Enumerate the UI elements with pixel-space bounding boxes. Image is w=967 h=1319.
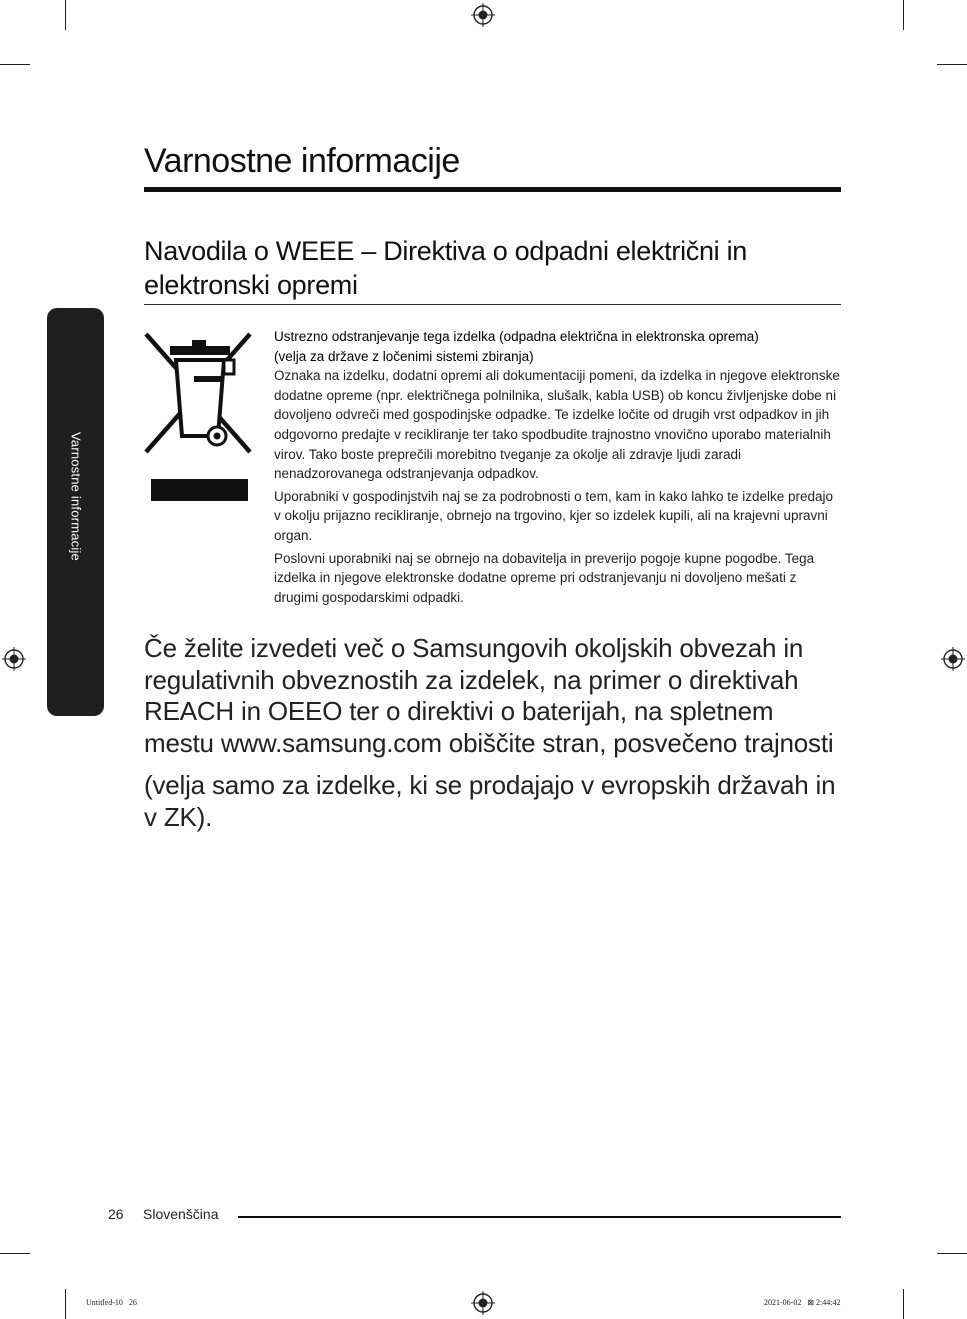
- weee-text-block: [274, 327, 840, 607]
- crop-mark: [937, 1253, 967, 1254]
- crop-mark: [903, 1289, 904, 1319]
- print-slug-left: Untitled-10 26: [86, 1298, 137, 1307]
- crop-mark: [0, 1253, 30, 1254]
- crop-mark: [903, 0, 904, 30]
- crop-mark: [65, 1289, 66, 1319]
- page-number: 26: [108, 1206, 124, 1222]
- crop-mark: [937, 64, 967, 65]
- section-rule: [144, 304, 841, 305]
- weee-paragraph: Oznaka na izdelku, dodatni opremi ali dokumentaciji pomeni, da izdelka in njegove elektronske dodatne opreme (npr. električnega polnilnika, slušalk, kabla USB) ob koncu življenjske dobe ni dovoljeno odvreči med gospodinjske odpadke. Te izdelke ločite od drugih vrst odpadkov in jih odgovorno predajte v recikliranje ter tako spodbudite trajnostno vnovično uporabo materialnih virov. Tako boste preprečili morebitno tveganje za okolje ali zdravje ljudi zaradi nenadzorovanega odstranjevanja odpadkov.: [274, 368, 840, 482]
- weee-crossed-bin-icon: [140, 328, 256, 506]
- sustainability-paragraph: Če želite izvedeti več o Samsungovih okoljskih obvezah in regulativnih obveznostih za izdelek, na primer o direktivah REACH in OEEO ter o direktivi o baterijah, na spletnem mestu www.samsung.com obiščite stran, posvečeno trajnosti: [144, 633, 834, 758]
- weee-lead-line: (velja za države z ločenimi sistemi zbiranja): [274, 348, 534, 364]
- side-tab-label: Varnostne informacije: [68, 432, 84, 561]
- weee-lead-line: Ustrezno odstranjevanje tega izdelka (odpadna električna in elektronska oprema): [274, 329, 759, 344]
- footer-language: Slovenščina: [143, 1206, 219, 1222]
- weee-paragraph: Uporabniki v gospodinjstvih naj se za podrobnosti o tem, kam in kako lahko te izdelke predajo v okolju prijazno recikliranje, obrnejo na trgovino, kjer so izdelek kupili, ali na krajevni upravni organ.: [274, 488, 834, 543]
- crop-mark: [65, 0, 66, 30]
- registration-mark-icon: [941, 647, 965, 671]
- registration-mark-icon: [471, 1291, 495, 1315]
- section-title: Navodila o WEEE – Direktiva o odpadni električni in elektronski opremi: [144, 236, 747, 300]
- crop-mark: [0, 64, 30, 65]
- title-rule: [144, 187, 841, 192]
- print-slug-right: 2021-06-02 ⊠ 2:44:42: [764, 1298, 841, 1307]
- footer-rule: [238, 1216, 841, 1218]
- weee-paragraph: Poslovni uporabniki naj se obrnejo na dobavitelja in preverijo pogoje kupne pogodbe. Tega izdelka in njegove elektronske dodatne opreme pri odstranjevanju ni dovoljeno mešati z drugimi gospodarskimi odpadki.: [274, 550, 815, 605]
- page-title: Varnostne informacije: [144, 142, 460, 180]
- registration-mark-icon: [2, 647, 26, 671]
- registration-mark-icon: [471, 3, 495, 27]
- applicability-note: (velja samo za izdelke, ki se prodajajo v evropskih državah in v ZK).: [144, 770, 836, 832]
